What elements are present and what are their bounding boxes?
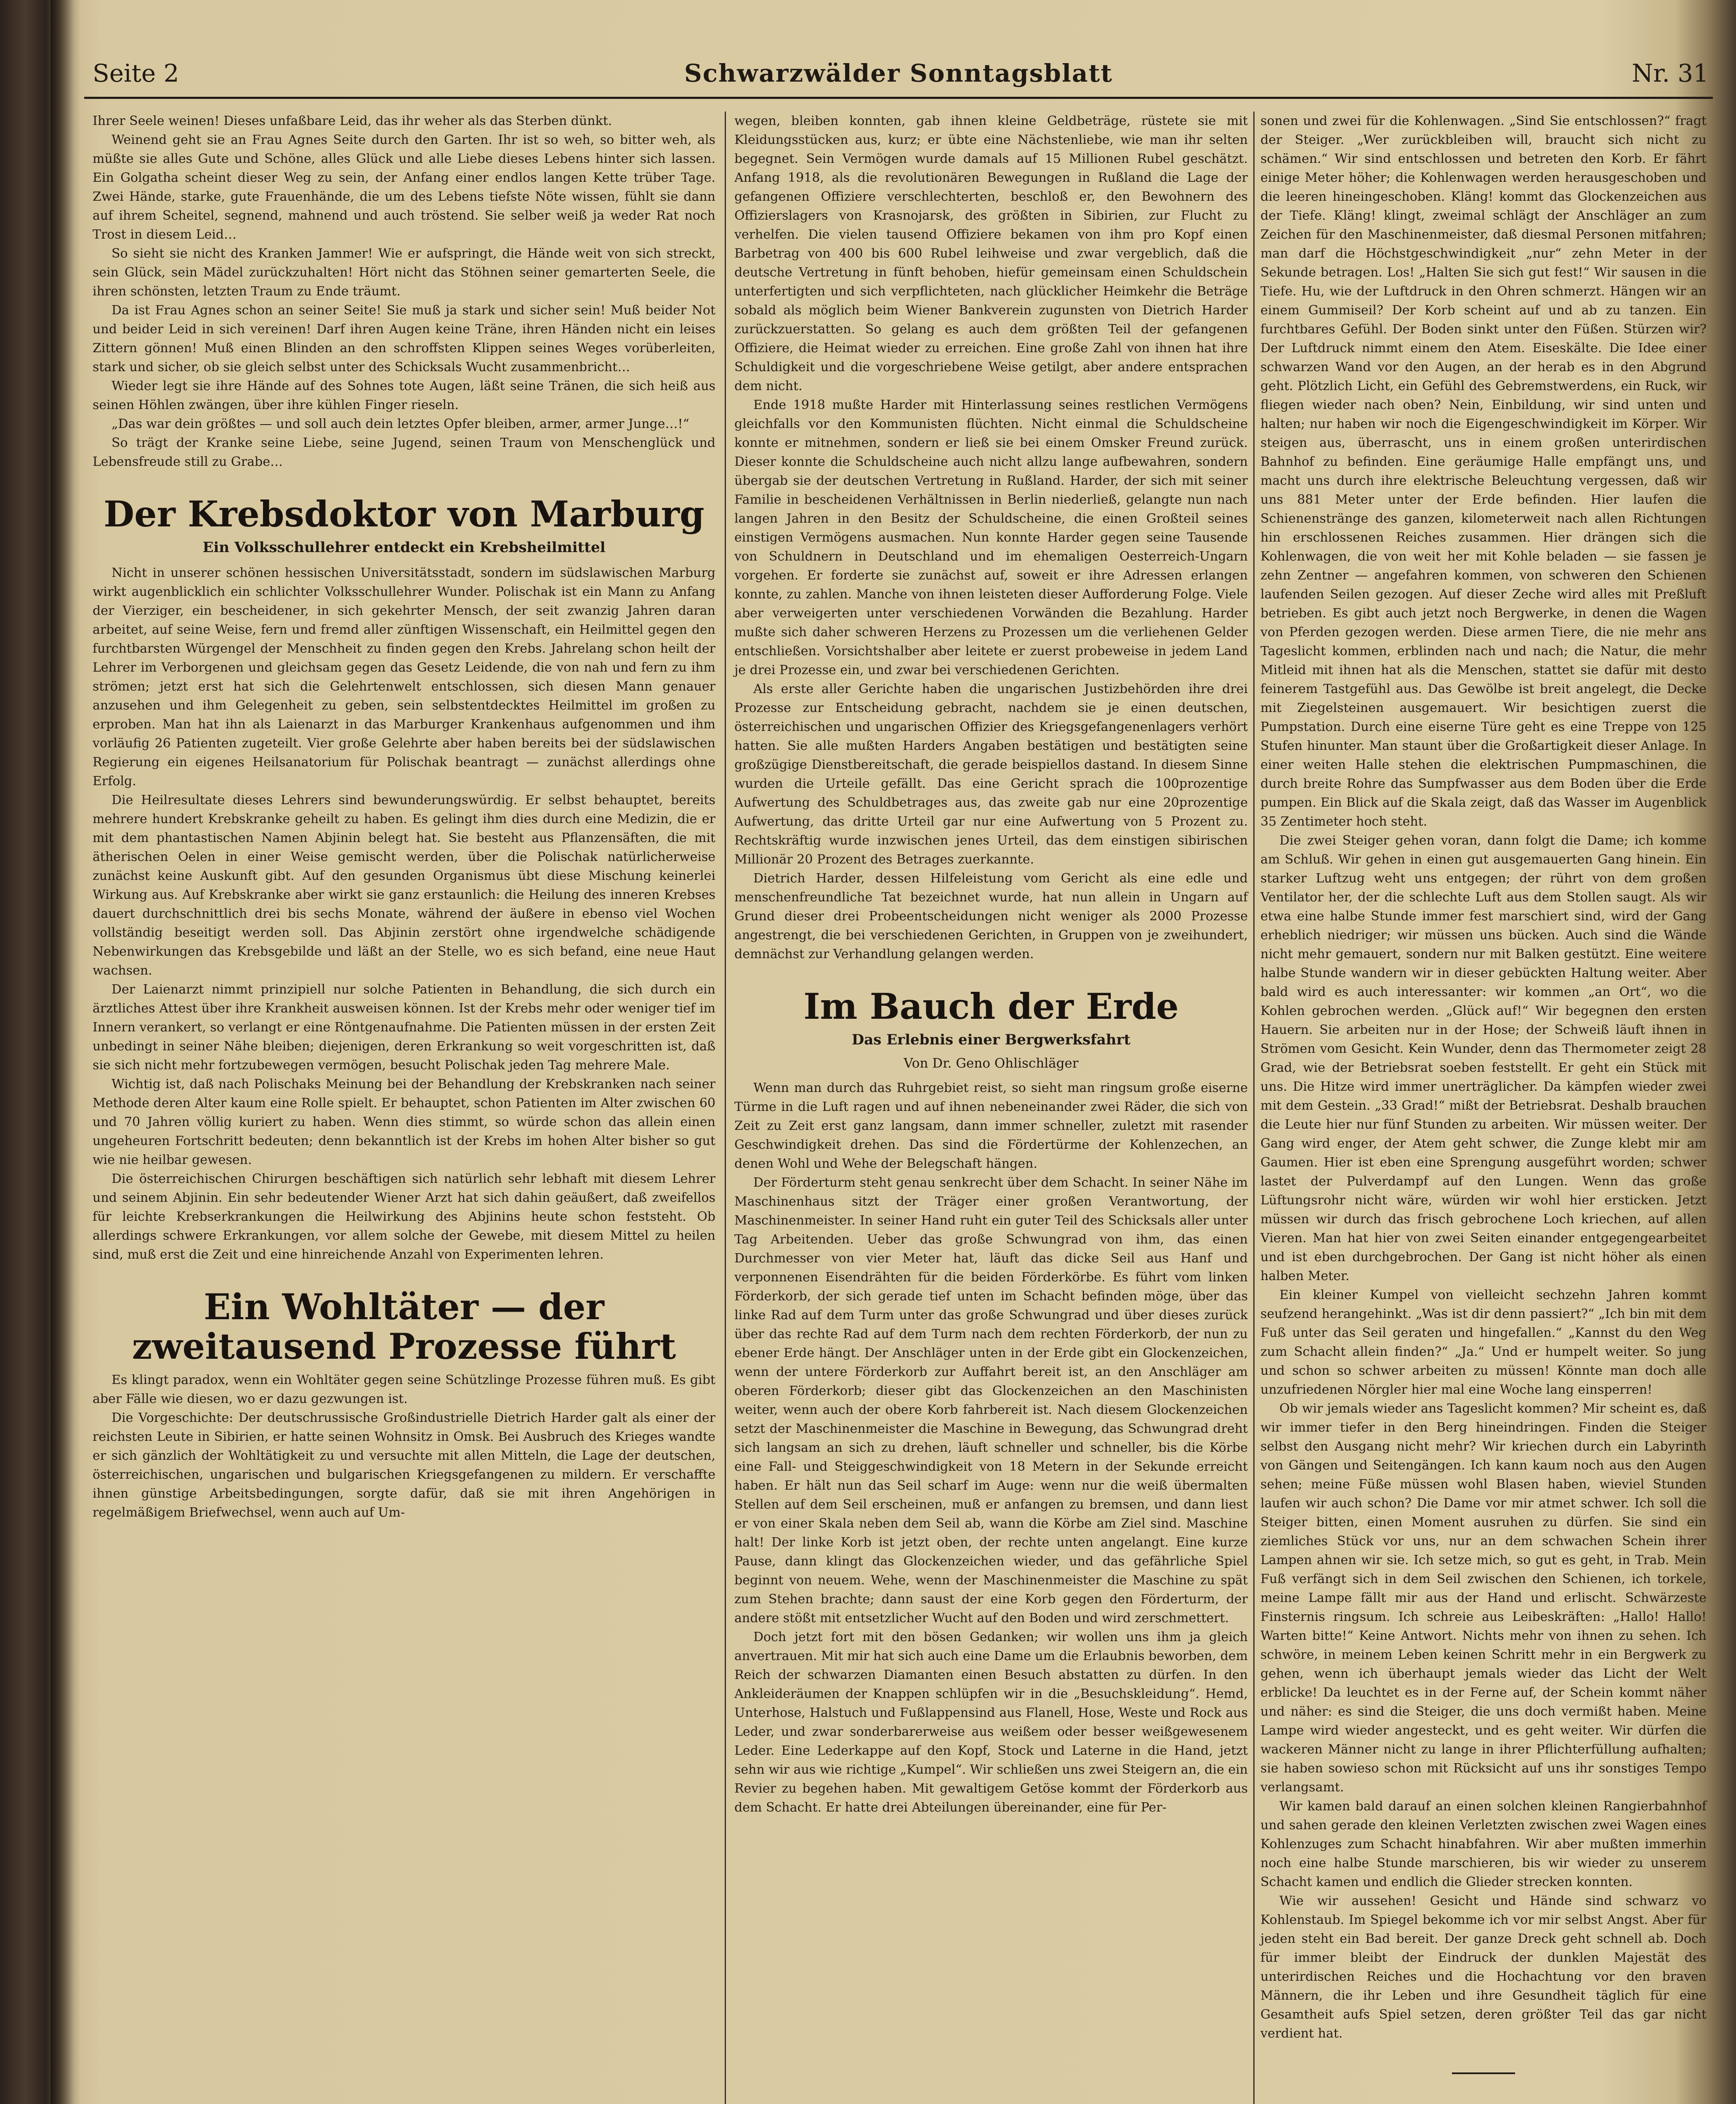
column-3 xyxy=(1260,112,1707,2074)
story-continuation-paragraph: Ihrer Seele weinen! Dieses unfaßbare Leid, das ihr weher als das Sterben dünkt. xyxy=(93,114,612,128)
article-paragraph: Als erste aller Gerichte haben die ungarischen Justizbehörden ihre drei Prozesse zur Entscheidung gebracht, nachdem sie je einen deutschen, österreichischen und ungarischen Offizier des Kriegsgefangenenlagers verhört hatten. Sie alle mußten Harders Angaben bestätigen und bestätigten seine großzügige Dienstbereitschaft, die gerade beispiellos dastand. In diesem Sinne wurden die Urteile gefällt. Das eine Gericht sprach die 100prozentige Aufwertung des Schuldbetrages aus, das zweite gab nur eine 20prozentige Aufwertung, das dritte Urteil gar nur eine Aufwertung von 5 Prozent zu. Rechtskräftig wurde inzwischen jenes Urteil, das dem einstigen sibirischen Millionär 20 Prozent des Betrages zuerkannte. xyxy=(734,682,1248,867)
article-paragraph: wegen, bleiben konnten, gab ihnen kleine Geldbeträge, rüstete sie mit Kleidungsstücken aus, kurz; er übte eine Nächstenliebe, wie man ihr selten begegnet. Sein Vermögen wurde damals auf 15 Millionen Rubel geschätzt. Anfang 1918, als die revolutionären Bewegungen in Rußland die Lage der gefangenen Offiziere verschlechterten, beschloß er, den Bewohnern des Offizierslagers von Krasnojarsk, des größten in Sibirien, zur Flucht zu verhelfen. Die vielen tausend Offiziere bekamen von ihm pro Kopf einen Barbetrag von 400 bis 600 Rubel leihweise und zwar vergeblich, daß die deutsche Vertretung in fünft behoben, hiefür gemeinsam einen Schuldschein unterfertigten und sich verpflichteten, nach glücklicher Heimkehr die Beträge sobald als möglich beim Wiener Bankverein zugunsten von Dietrich Harder zurückzuerstatten. So gelang es auch dem größten Teil der gefangenen Offiziere, die Heimat wieder zu erreichen. Eine große Zahl von ihnen hat ihre Schuldigkeit und die vorgeschriebene Weise getilgt, aber andere entsprachen dem nicht. xyxy=(734,114,1248,393)
article-paragraph: Ende 1918 mußte Harder mit Hinterlassung seines restlichen Vermögens gleichfalls vor den Kommunisten flüchten. Nicht einmal die Schuldscheine konnte er mitnehmen, sondern er ließ sie bei einem Omsker Freund zurück. Dieser konnte die Schuldscheine auch nicht allzu lange aufbewahren, sondern übergab sie der deutschen Vertretung in Rußland. Harder, der sich mit seiner Familie in bescheidenen Verhältnissen in Berlin niederließ, gelangte nun nach langen Jahren in den Besitz der Schuldscheine, die einen Großteil seines einstigen Vermögens ausmachen. Nun konnte Harder gegen seine Tausende von Schuldnern in Deutschland und im ehemaligen Oesterreich-Ungarn vorgehen. Er forderte sie zunächst auf, soweit er ihre Adressen erlangen konnte, zu zahlen. Manche von ihnen leisteten dieser Aufforderung Folge. Viele aber verweigerten unter verschiedenen Vorwänden die Bezahlung. Harder mußte sich daher schweren Herzens zu Prozessen um die verliehenen Gelder entschließen. Vorsichtshalber aber leitete er zuerst probeweise in jedem Land je drei Prozesse ein, und zwar bei verschiedenen Gerichten. xyxy=(734,398,1248,677)
newspaper-page xyxy=(84,50,1713,2104)
story-continuation-paragraph: So trägt der Kranke seine Liebe, seine Jugend, seinen Traum von Menschenglück und Lebensfreude still zu Grabe… xyxy=(93,436,715,469)
column-divider xyxy=(1253,112,1255,2104)
article-bauch-der-erde xyxy=(734,987,1248,1817)
article-paragraph: Wir kamen bald darauf an einen solchen kleinen Rangierbahnhof und sahen gerade den kleinen Verletzten zwischen zwei Wagen eines Kohlenzuges zum Schacht hinabfahren. Wir aber mußten immerhin noch eine halbe Stunde marschieren, bis wir wieder zu unserem Schacht kamen und endlich die Glieder strecken konnten. xyxy=(1260,1799,1707,1889)
article-krebsdoktor xyxy=(93,494,715,1264)
article-headline: Der Krebsdoktor von Marburg xyxy=(104,493,705,535)
article-paragraph: Die österreichischen Chirurgen beschäftigen sich natürlich sehr lebhaft mit diesem Lehrer und seinem Abjinin. Ein sehr bedeutender Wiener Arzt hat sich dahin geäußert, daß zweifellos für leichte Krebserkrankungen die Heilwirkung des Abjinins heute schon feststeht. Ob allerdings schwere Erkrankungen, vor allem solche der Gewebe, mit diesem Mittel zu heilen sind, muß erst die Zeit und eine hinreichende Anzahl von Experimenten lehren. xyxy=(93,1172,715,1262)
article-paragraph: Die Vorgeschichte: Der deutschrussische Großindustrielle Dietrich Harder galt als einer der reichsten Leute in Sibirien, er hatte seinen Wohnsitz in Omsk. Bei Ausbruch des Krieges wandte er sich gänzlich der Wohltätigkeit zu und versuchte mit allen Mitteln, die Lage der deutschen, österreichischen, ungarischen und bulgarischen Kriegsgefangenen zu mildern. Er verschaffte ihnen günstige Arbeitsbedingungen, sorgte dafür, daß sie mit ihren Angehörigen in regelmäßigem Briefwechsel, wenn auch auf Um- xyxy=(93,1411,715,1520)
page-header xyxy=(84,50,1713,97)
article-paragraph: Es klingt paradox, wenn ein Wohltäter gegen seine Schützlinge Prozesse führen muß. Es gibt aber Fälle wie diesen, wo er dazu gezwungen ist. xyxy=(93,1373,715,1407)
column-2 xyxy=(734,112,1248,1817)
article-byline: Von Dr. Geno Ohlischläger xyxy=(904,1056,1079,1071)
article-paragraph: Ob wir jemals wieder ans Tageslicht kommen? Mir scheint es, daß wir immer tiefer in den Berg hineindringen. Finden die Steiger selbst den Ausgang nicht mehr? Wir kriechen durch ein Labyrinth von Gängen und Seitengängen. Ich kann kaum noch aus den Augen sehen; meine Füße müssen wohl Blasen haben, wieviel Stunden laufen wir auch schon? Die Dame vor mir atmet schwer. Ich soll die Steiger bitten, einen Moment ausruhen zu dürfen. Sie sind ein ziemliches Stück vor uns, nur an dem schwachen Schein ihrer Lampen ahnen wir sie. Ich setze mich, so gut es geht, in Trab. Mein Fuß verfängt sich in dem Seil zwischen den Schienen, ich torkele, meine Lampe fällt mir aus der Hand und erlischt. Schwärzeste Finsternis ringsum. Ich schreie aus Leibeskräften: „Hallo! Hallo! Warten bitte!“ Keine Antwort. Nichts mehr von ihnen zu sehen. Ich schwöre, in meinem Leben keinen Schritt mehr in ein Bergwerk zu gehen, wenn ich überhaupt jemals wieder das Licht der Welt erblicke! Da leuchtet es in der Ferne auf, der Schein kommt näher und näher: es sind die Steiger, die uns doch vermißt haben. Meine Lampe wird wieder angesteckt, und es geht weiter. Wir dürfen die wackeren Männer nicht zu lange in ihrer Pflichterfüllung aufhalten; sie haben sowieso schon mit Rücksicht auf uns ihr sonstiges Tempo verlangsamt. xyxy=(1260,1401,1707,1795)
story-continuation-paragraph: Wieder legt sie ihre Hände auf des Sohnes tote Augen, läßt seine Tränen, die sich heiß aus seinen Höhlen zwängen, über ihre kühlen Finger rieseln. xyxy=(93,379,715,412)
story-continuation-paragraph: So sieht sie nicht des Kranken Jammer! Wie er aufspringt, die Hände weit von sich streckt, sein Glück, sein Mädel zurückzuhalten! Hört nicht das Stöhnen seiner gemarterten Seele, die ihren schönsten, letzten Traum zu Ende träumt. xyxy=(93,246,715,299)
article-paragraph: Wie wir aussehen! Gesicht und Hände sind schwarz vo Kohlenstaub. Im Spiegel bekomme ich vor mir selbst Angst. Aber für jeden steht ein Bad bereit. Der ganze Dreck geht schnell ab. Doch für immer bleibt der Eindruck der dunklen Majestät des unterirdischen Reiches und die Hochachtung vor den braven Männern, die ihr Leben und ihre Gesundheit täglich für eine Gesamtheit aufs Spiel setzen, deren größter Teil das gar nicht verdient hat. xyxy=(1260,1894,1707,2041)
story-continuation-paragraph: Weinend geht sie an Frau Agnes Seite durch den Garten. Ihr ist so weh, so bitter weh, als müßte sie alles Gute und Schöne, alles Glück und alle Liebe dieses Lebens hinter sich lassen. Ein Golgatha scheint dieser Weg zu sein, der Anfang einer endlos langen Kette trüber Tage. Zwei Hände, starke, gute Frauenhände, die um des Lebens tiefste Nöte wissen, fühlt sie dann auf ihrem Scheitel, segnend, mahnend und auch tröstend. Sie selber weiß ja weder Rat noch Trost in diesem Leid… xyxy=(93,133,715,242)
issue-number: Nr. 31 xyxy=(1632,59,1709,88)
article-wohltaeter xyxy=(93,1287,715,1522)
column-1 xyxy=(93,112,715,1522)
article-paragraph: Wichtig ist, daß nach Polischaks Meinung bei der Behandlung der Krebskranken nach seiner Methode deren Alter kaum eine Rolle spielt. Er behauptet, schon Patienten im Alter zwischen 60 und 70 Jahren völlig kuriert zu haben. Wenn dies stimmt, so würde schon das allein einen ungeheuren Fortschritt bedeuten; denn bekanntlich ist der Krebs im hohen Alter bisher so gut wie nie heilbar gewesen. xyxy=(93,1077,715,1168)
article-headline: Ein Wohltäter — der zweitausend Prozesse führt xyxy=(132,1286,676,1368)
article-paragraph: Wenn man durch das Ruhrgebiet reist, so sieht man ringsum große eiserne Türme in die Luft ragen und auf ihnen nebeneinander zwei Räder, die sich von Zeit zu Zeit erst ganz langsam, dann immer schneller, zuletzt mit rasender Geschwindigkeit drehen. Das sind die Fördertürme der Kohlenzechen, an denen Wohl und Wehe der Belegschaft hängen. xyxy=(734,1081,1248,1172)
article-end-rule xyxy=(1452,2072,1515,2074)
article-paragraph: Der Laienarzt nimmt prinzipiell nur solche Patienten in Behandlung, die sich durch ein ärztliches Attest über ihre Krankheit ausweisen können. Ist der Krebs mehr oder weniger tief im Innern verankert, so verlangt er eine Röntgenaufnahme. Die Patienten müssen in der ersten Zeit unbedingt in seiner Nähe bleiben; diejenigen, deren Erkrankung so weit vorgeschritten ist, daß sie sich nicht mehr fortzubewegen vermögen, besucht Polischak jeden Tag mehrere Male. xyxy=(93,982,715,1073)
article-paragraph: Nicht in unserer schönen hessischen Universitätsstadt, sondern im südslawischen Marburg wirkt augenblicklich ein schlichter Volksschullehrer Wunder. Polischak ist ein Mann zu Anfang der Vierziger, ein bescheidener, in sich gekehrter Mensch, der seit zwanzig Jahren daran arbeitet, auf seine Weise, fern und fremd aller zünftigen Wissenschaft, ein Heilmittel gegen den furchtbarsten Würgengel der Menschheit zu finden gegen den Krebs. Jahrelang schon heilt der Lehrer im Verborgenen und gleichsam gegen das Gesetz Leidende, die von nah und fern zu ihm strömen; jetzt erst hat sich die Gelehrtenwelt entschlossen, sich diesen Mann genauer anzusehen und ihm Gelegenheit zu geben, sein selbstentdecktes Heilmittel im großen zu erproben. Man hat ihn als Laienarzt in das Marburger Krankenhaus aufgenommen und ihm vorläufig 26 Patienten zugeteilt. Vier große Gelehrte aber haben bereits bei der südslawischen Regierung ein eigenes Heilsanatorium für Polischak beantragt — zunächst allerdings ohne Erfolg. xyxy=(93,566,715,789)
article-paragraph: Dietrich Harder, dessen Hilfeleistung vom Gericht als eine edle und menschenfreundliche Tat bezeichnet wurde, hat nun allein in Ungarn auf Grund dieser drei Probeentscheidungen nicht weniger als 2000 Prozesse angestrengt, die bei verschiedenen Gerichten, in Gruppen von je zweihundert, demnächst zur Verhandlung gelangen werden. xyxy=(734,871,1248,962)
story-continuation-paragraph: „Das war dein größtes — und soll auch dein letztes Opfer bleiben, armer, armer Junge…!“ xyxy=(112,417,689,431)
article-paragraph: Ein kleiner Kumpel von vielleicht sechzehn Jahren kommt seufzend herangehinkt. „Was ist dir denn passiert?“ „Ich bin mit dem Fuß unter das Seil geraten und hingefallen.“ „Kannst du den Weg zum Schacht allein finden?“ „Ja.“ Und er humpelt weiter. So jung und schon so schwer arbeiten zu müssen! Könnte man doch alle unzufriedenen Nörgler hier mal eine Woche lang einsperren! xyxy=(1260,1288,1707,1397)
header-divider xyxy=(84,97,1713,99)
story-continuation-paragraph: Da ist Frau Agnes schon an seiner Seite! Sie muß ja stark und sicher sein! Muß beider Not und beider Leid in sich vereinen! Darf ihren Augen keine Träne, ihren Händen nicht ein leises Zittern gönnen! Muß einen Blinden an den schroffsten Klippen seines Weges vorüberleiten, stark und sicher, ob sie gleich selbst unter des Schicksals Wucht zusammenbricht… xyxy=(93,303,715,375)
article-paragraph: sonen und zwei für die Kohlenwagen. „Sind Sie entschlossen?“ fragt der Steiger. „Wer zurückbleiben will, braucht sich nicht zu schämen.“ Wir sind entschlossen und betreten den Korb. Er fährt einige Meter höher; die Kohlenwagen werden herausgeschoben und die leeren hineingeschoben. Kläng! kommt das Glockenzeichen aus der Tiefe. Kläng! klingt, zweimal schlägt der Anschläger an zum Zeichen für den Maschinenmeister, daß diesmal Personen mitfahren; man darf die Höchstgeschwindigkeit „nur“ zehn Meter in der Sekunde betragen. Los! „Halten Sie sich gut fest!“ Wir sausen in die Tiefe. Hu, wie der Luftdruck in den Ohren schmerzt. Hängen wir an einem Gummiseil? Der Korb scheint auf und ab zu tanzen. Ein furchtbares Gefühl. Der Boden sinkt unter den Füßen. Stürzen wir? Der Luftdruck nimmt einem den Atem. Eiseskälte. Die Idee einer schwarzen Wand vor den Augen, an der herab es in den Abgrund geht. Plötzlich Licht, ein Gefühl des Gebremstwerdens, ein Ruck, wir fliegen wieder nach oben? Nein, Einbildung, wir sind unten und halten; nur haben wir noch die Eigengeschwindigkeit im Körper. Wir steigen aus, überrascht, uns in einem großen unterirdischen Bahnhof zu befinden. Eine geräumige Halle empfängt uns, und macht uns durch ihre elektrische Beleuchtung vergessen, daß wir uns 881 Meter unter der Erde befinden. Hier laufen die Schienenstränge des ganzen, kilometerweit nach allen Richtungen hin erschlossenen Reiches zusammen. Hier drängen sich die Kohlenwagen, die von weit her mit Kohle beladen — sie fassen je zehn Zentner — angefahren kommen, von schweren den Schienen laufenden Seilen gezogen. Auf dieser Zeche wird alles mit Preßluft betrieben. Es gibt auch jetzt noch Bergwerke, in denen die Wagen von Pferden gezogen werden. Diese armen Tiere, die nie mehr ans Tageslicht kommen, erblinden nach und nach; die Natur, die mehr Mitleid mit ihnen hat als die Menschen, stattet sie dafür mit desto feinerem Tastgefühl aus. Das Gewölbe ist breit angelegt, die Decke mit Ziegelsteinen ausgemauert. Wir besichtigen zuerst die Pumpstation. Durch eine eiserne Türe geht es eine Treppe von 125 Stufen hinunter. Man staunt über die Großartigkeit dieser Anlage. In einer weiten Halle stehen die elektrischen Pumpmaschinen, die durch breite Rohre das Sumpfwasser aus dem Boden über die Erde pumpen. Ein Blick auf die Skala zeigt, daß das Wasser im Augenblick 35 Zentimeter hoch steht. xyxy=(1260,114,1707,829)
article-paragraph: Die Heilresultate dieses Lehrers sind bewunderungswürdig. Er selbst behauptet, bereits mehrere hundert Krebskranke geheilt zu haben. Es gelingt ihm dies durch eine Medizin, die er mit dem phantastischen Namen Abjinin belegt hat. Sie besteht aus Pflanzensäften, die mit ätherischen Oelen in einer Weise gemischt werden, über die Polischak natürlicherweise zunächst keine Auskunft gibt. Auf den gesunden Organismus übt diese Mischung keinerlei Wirkung aus. Auf Krebskranke aber wirkt sie ganz erstaunlich: die Heilung des inneren Krebses dauert durchschnittlich drei bis sechs Monate, während der äußere in ebenso viel Wochen vollständig beseitigt werden soll. Das Abjinin zerstört ohne irgendwelche schädigende Nebenwirkungen das Krebsgebilde und läßt an der Stelle, wo es sich befand, eine neue Haut wachsen. xyxy=(93,793,715,978)
article-subheadline: Das Erlebnis einer Bergwerksfahrt xyxy=(851,1031,1131,1049)
article-paragraph: Doch jetzt fort mit den bösen Gedanken; wir wollen uns ihm ja gleich anvertrauen. Mit mir hat sich auch eine Dame um die Erlaubnis beworben, dem Reich der schwarzen Diamanten einen Besuch abstatten zu dürfen. In den Ankleideräumen der Knappen schlüpfen wir in die „Besuchskleidung“. Hemd, Unterhose, Halstuch und Fußlappensind aus Flanell, Hose, Weste und Rock aus Leder, und zwar sonderbarerweise aus weißem oder besser weißgewesenem Leder. Eine Lederkappe auf den Kopf, Stock und Laterne in die Hand, jetzt sehn wir aus wie richtige „Kumpel“. Wir schließen uns zwei Steigern an, die ein Revier zu begehen haben. Mit gewaltigem Getöse kommt der Förderkorb aus dem Schacht. Er hatte drei Abteilungen übereinander, eine für Per- xyxy=(734,1630,1248,1815)
article-paragraph: Die zwei Steiger gehen voran, dann folgt die Dame; ich komme am Schluß. Wir gehen in einen gut ausgemauerten Gang hinein. Ein starker Luftzug weht uns entgegen; der rührt von dem großen Ventilator her, der die schlechte Luft aus dem Stollen saugt. Als wir etwa eine halbe Stunde immer fest marschiert sind, wird der Gang erheblich niedriger; wir müssen uns bücken. Auch sind die Wände nicht mehr gemauert, sondern nur mit Balken gestützt. Eine weitere halbe Stunde wandern wir in dieser gebückten Haltung weiter. Aber bald wird es auch interessanter: wir kommen „an Ort“, wo die Kohlen gebrochen werden. „Glück auf!“ Wir begegnen den ersten Hauern. Sie arbeiten nur in der Hose; der Schweiß läuft ihnen in Strömen vom Gesicht. Kein Wunder, denn das Thermometer zeigt 28 Grad, wie der Betriebsrat soeben feststellt. Er geht ein Stück mit uns. Die Hitze wird immer unerträglicher. Da kämpfen wieder zwei mit dem Gestein. „33 Grad!“ mißt der Betriebsrat. Deshalb brauchen die Leute hier nur fünf Stunden zu arbeiten. Wir müssen weiter. Der Gang wird enger, der Atem geht schwer, die Zunge klebt mir am Gaumen. Hier ist eben eine Sprengung ausgeführt worden; schwer lastet der Pulverdampf auf den Lungen. Wenn das große Lüftungsrohr nicht wäre, würden wir wohl hier ersticken. Jetzt müssen wir durch das frisch gebrochene Loch kriechen, auf allen Vieren. Man hat hier von zwei Seiten einander entgegengearbeitet und ist eben durchgebrochen. Der Gang ist nicht höher als einen halben Meter. xyxy=(1260,833,1707,1283)
article-subheadline: Ein Volksschullehrer entdeckt ein Krebsheilmittel xyxy=(202,539,606,556)
article-paragraph: Der Förderturm steht genau senkrecht über dem Schacht. In seiner Nähe im Maschinenhaus sitzt der Träger einer großen Verantwortung, der Maschinenmeister. In seiner Hand ruht ein guter Teil des Schicksals aller unter Tag Arbeitenden. Ueber das große Schwungrad von ihm, das einen Durchmesser von vier Meter hat, läuft das dicke Seil aus Hanf und verponnenen Eisendrähten für die beiden Förderkörbe. Es führt vom linken Förderkorb, der sich gerade tief unten im Schacht befinden möge, über das linke Rad auf dem Turm unter das große Schwungrad und über dieses zurück über das rechte Rad auf dem Turm nach dem rechten Förderkorb, der nun zu ebener Erde hängt. Der Anschläger unten in der Erde gibt ein Glockenzeichen, wenn der untere Förderkorb zur Auffahrt bereit ist, an den Anschläger am oberen Förderkorb; dieser gibt das Glockenzeichen an den Maschinisten weiter, wenn auch der obere Korb fahrbereit ist. Nach diesem Glockenzeichen setzt der Maschinenmeister die Maschine in Bewegung, das Schwungrad dreht sich langsam an sich zu drehen, läuft schneller und schneller, bis die Körbe eine Fall- und Steiggeschwindigkeit von 18 Metern in der Sekunde erreicht haben. Er hält nun das Seil scharf im Auge: wenn nur die weiß übermalten Stellen auf dem Seil erscheinen, muß er anfangen zu bremsen, und dann liest er von einer Skala neben dem Seil ab, wann die Körbe am Ziel sind. Maschine halt! Der linke Korb ist jetzt oben, der rechte unten angelangt. Eine kurze Pause, dann klingt das Glockenzeichen wieder, und das gefährliche Spiel beginnt von neuem. Wehe, wenn der Maschinenmeister die Maschine zu spät zum Stehen brachte; dann saust der eine Korb gegen den Förderturm, der andere stößt mit entsetzlicher Wucht auf den Boden und wird zerschmettert. xyxy=(734,1175,1248,1626)
article-headline: Im Bauch der Erde xyxy=(803,986,1179,1027)
column-divider xyxy=(725,112,726,2104)
book-spine-shadow xyxy=(51,0,80,2104)
page-number: Seite 2 xyxy=(93,59,179,88)
masthead-title: Schwarzwälder Sonntagsblatt xyxy=(684,59,1113,88)
